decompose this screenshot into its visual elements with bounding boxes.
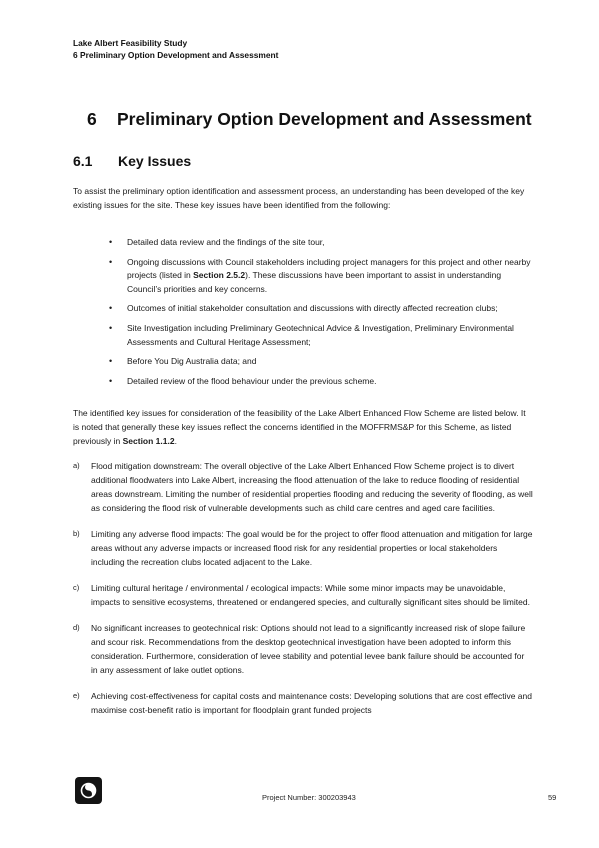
list-item: b) Limiting any adverse flood impacts: The goal would be for the project to offer flood attenuation and mitigation for large areas without any adverse impacts or increased flood risk for any residential properties or local stakeholders including the recreation clubs located adjacent to the Lake. [73, 529, 533, 567]
section-number: 6 [87, 109, 97, 129]
bullet-icon: • [109, 237, 113, 247]
header-study-title: Lake Albert Feasibility Study [73, 38, 188, 48]
section-reference: Section 1.1.2 [122, 436, 175, 446]
section-title: Preliminary Option Development and Assessment [117, 109, 532, 129]
list-marker: e) [73, 691, 80, 700]
list-item: • Ongoing discussions with Council stakeholders including project managers for this project and other nearby projects (listed in Section 2.5.2). These discussions have been important to assist in understanding Council’s priorities and key concerns. [109, 256, 531, 294]
intro-paragraph: To assist the preliminary option identification and assessment process, an understanding has been developed of the key existing issues for the site. These key issues have been identified from the following: [73, 186, 525, 210]
running-header [73, 37, 278, 61]
subsection-heading [73, 151, 191, 171]
list-marker: c) [73, 583, 80, 592]
subsection-title: Key Issues [118, 153, 192, 169]
list-item: • Detailed data review and the findings of the site tour, [73, 236, 533, 250]
sources-list [73, 236, 533, 394]
page-number: 59 [548, 793, 557, 802]
list-item: • Site Investigation including Preliminary Geotechnical Advice & Investigation, Preliminary Environmental Assessments and Cultural Heritage Assessment; [109, 322, 514, 347]
list-item: e) Achieving cost-effectiveness for capital costs and maintenance costs: Developing solutions that are cost effective and maximise cost-benefit ratio is important for floodplain grant funded projects [73, 691, 532, 715]
list-item: • Outcomes of initial stakeholder consultation and discussions with directly affected recreation clubs; [73, 302, 533, 316]
list-item: • Detailed review of the flood behaviour under the previous scheme. [73, 375, 533, 389]
header-section-title: 6 Preliminary Option Development and Assessment [73, 50, 279, 60]
list-item: a) Flood mitigation downstream: The overall objective of the Lake Albert Enhanced Flow Scheme project is to divert additional floodwaters into Lake Albert, increasing the flood attenuation of the lake to reduce flooding of residential areas downstream. Limiting the number of residential properties flooding and reducing the severity of flooding, as well as considering the flood risk of vulnerable developments such as child care centres and aged care facilities. [73, 461, 533, 513]
key-issues-list [73, 459, 533, 729]
bullet-icon: • [109, 322, 113, 333]
list-marker: d) [73, 623, 80, 632]
summary-paragraph: The identified key issues for consideration of the feasibility of the Lake Albert Enhanced Flow Scheme are listed below. It is noted that generally these key issues reflect the concerns identified in the MOFFRMS&P for this Scheme, as listed previously in Section 1.1.2. [73, 408, 526, 446]
list-item: • Before You Dig Australia data; and [73, 355, 533, 369]
section-reference: Section 2.5.2 [193, 270, 246, 281]
bullet-icon: • [109, 256, 113, 267]
list-item: d) No significant increases to geotechnical risk: Options should not lead to a significantly increased risk of slope failure and scour risk. Recommendations from the desktop geotechnical investigation have been adopted to inform this consideration. Furthermore, consideration of levee stability and potential levee bank failure should be accounted for in any assessment of lake outlet options. [73, 623, 526, 675]
project-number: Project Number: 300203943 [262, 793, 356, 802]
bullet-icon: • [109, 356, 113, 367]
company-logo-icon [75, 777, 102, 804]
bullet-icon: • [109, 375, 113, 386]
logo-mark-icon [75, 777, 102, 804]
section-heading [87, 108, 532, 130]
subsection-number: 6.1 [73, 153, 93, 169]
list-item: c) Limiting cultural heritage / environmental / ecological impacts: While some minor impacts may be unavoidable, impacts to sensitive ecosystems, threatened or endangered species, and culturally significant sites should be limited. [73, 583, 530, 607]
list-marker: b) [73, 529, 80, 538]
list-marker: a) [73, 461, 80, 470]
bullet-icon: • [109, 303, 113, 314]
